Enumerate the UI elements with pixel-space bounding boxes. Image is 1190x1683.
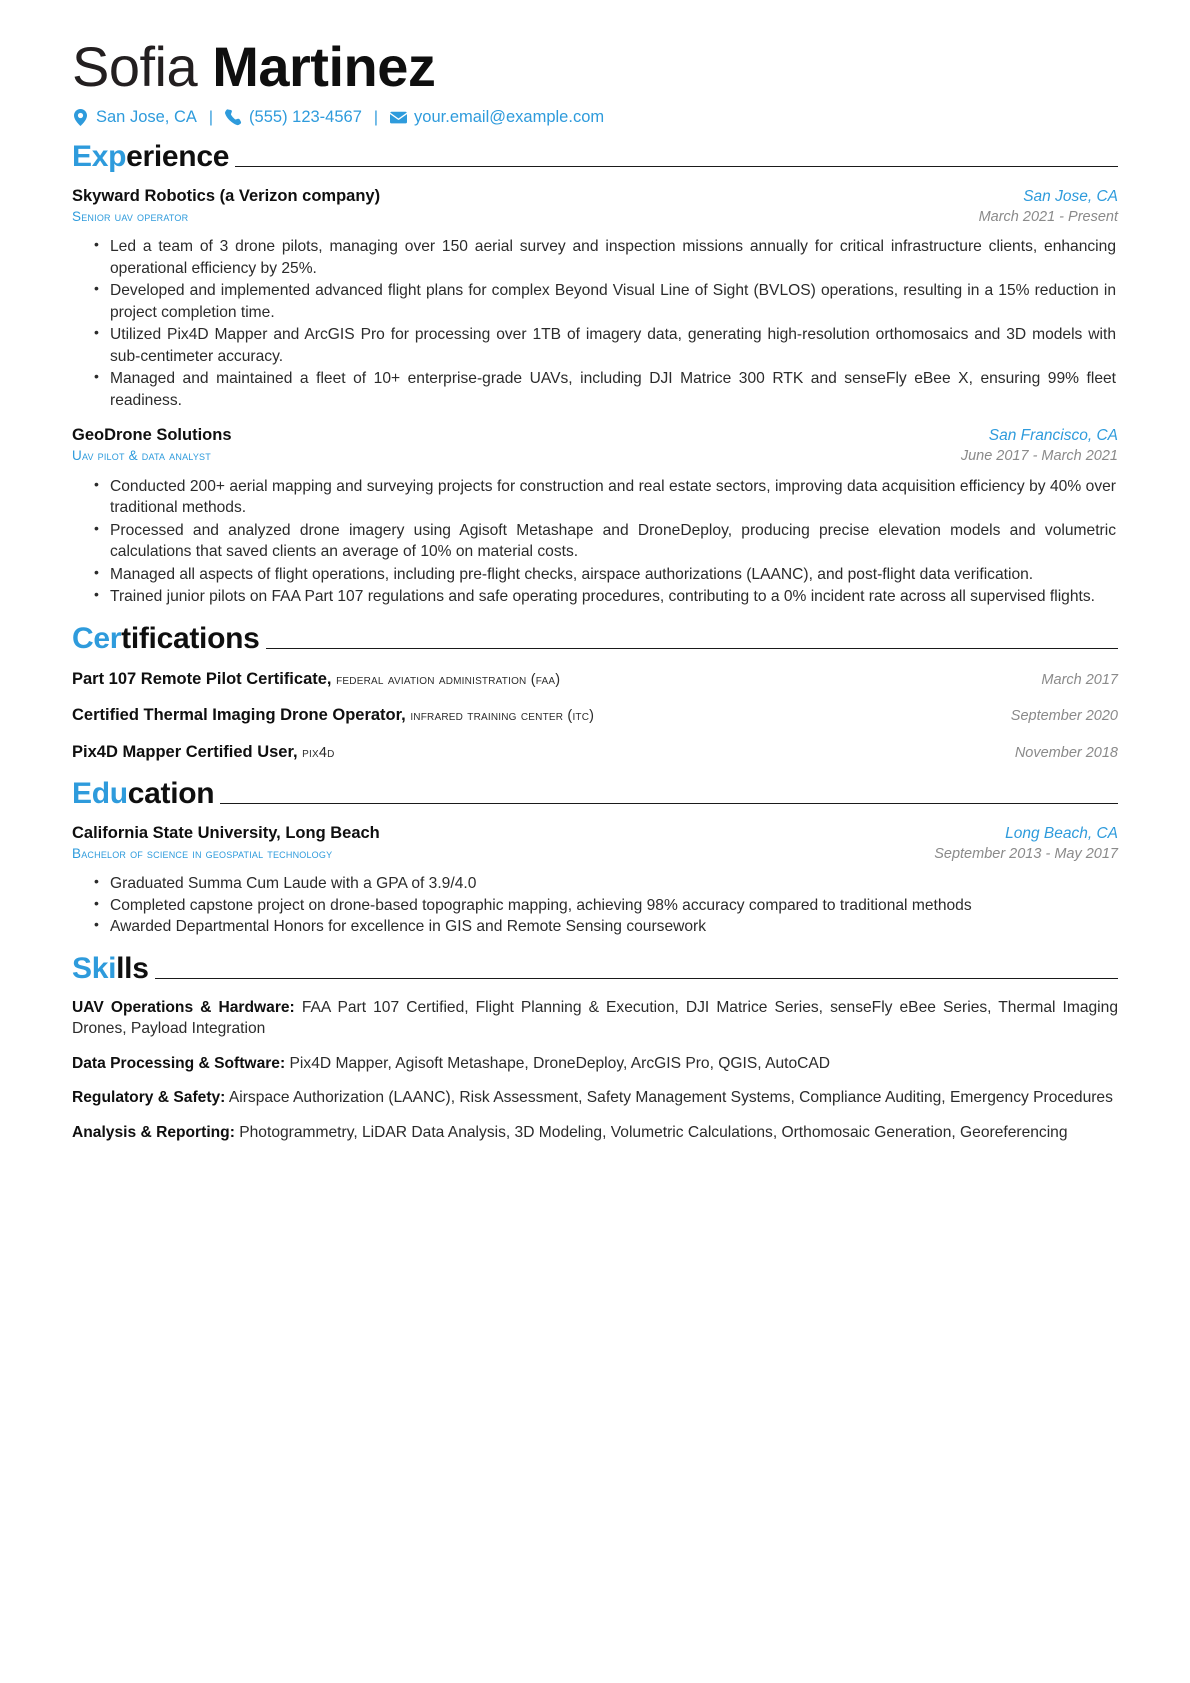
school-location: Long Beach, CA	[1005, 825, 1118, 843]
job-title: Senior uav operator	[72, 208, 189, 224]
education-bullets	[72, 873, 1118, 938]
section-title-rest: lls	[116, 951, 149, 985]
bullet-item: • Trained junior pilots on FAA Part 107 regulations and safe operating procedures, contributing to a 0% incident rate across all supervised flights.	[110, 586, 1118, 608]
employer-name: GeoDrone Solutions	[72, 426, 232, 445]
employer-location: San Jose, CA	[1023, 188, 1118, 206]
bullet-item: • Conducted 200+ aerial mapping and surveying projects for construction and real estate sectors, improving data acquisition efficiency by 40% over traditional methods.	[110, 476, 1118, 519]
contact-line	[72, 109, 1118, 126]
certification-issuer: infrared training center (itc)	[410, 708, 595, 725]
skill-row	[72, 1053, 1118, 1075]
school-name: California State University, Long Beach	[72, 824, 380, 843]
location-pin-icon	[72, 109, 89, 126]
section-rule	[235, 166, 1118, 167]
section-title-rest: cation	[127, 777, 215, 811]
entry-subheader-row	[72, 844, 1118, 865]
contact-location-text: San Jose, CA	[96, 108, 197, 127]
bullet-item: • Managed all aspects of flight operations, including pre-flight checks, airspace authorizations (LAANC), and post-flight data verification.	[110, 564, 1118, 586]
skill-items: Photogrammetry, LiDAR Data Analysis, 3D Modeling, Volumetric Calculations, Orthomosaic Generation, Georeferencing	[239, 1123, 1068, 1141]
skill-items: FAA Part 107 Certified, Flight Planning & Execution, DJI Matrice Series, senseFly eBee Series, Thermal Imaging Drones, Payload Integration	[72, 998, 1118, 1038]
certification-entry	[72, 669, 1118, 690]
experience-bullets	[72, 476, 1118, 608]
section-header-certifications	[72, 621, 1118, 655]
contact-separator-2: |	[373, 108, 379, 126]
candidate-name	[72, 35, 1118, 98]
certification-name-line: Certified Thermal Imaging Drone Operator, infrared training center (itc)	[72, 706, 595, 725]
bullet-item: • Graduated Summa Cum Laude with a GPA of 3.9/4.0	[110, 873, 1118, 895]
contact-phone[interactable]	[225, 109, 362, 126]
entry-header-row	[72, 823, 1118, 844]
section-title-accent: Edu	[72, 777, 128, 811]
certification-date: September 2020	[1010, 708, 1118, 725]
bullet-item: • Processed and analyzed drone imagery using Agisoft Metashape and DroneDeploy, producing precise elevation models and volumetric calculations that saved clients an average of 10% on material costs.	[110, 520, 1118, 563]
skill-category: Analysis & Reporting:	[72, 1123, 235, 1141]
education-dates: September 2013 - May 2017	[934, 845, 1118, 862]
section-experience	[72, 142, 1118, 608]
section-certifications	[72, 621, 1118, 763]
education-entry	[72, 823, 1118, 938]
skill-category: Regulatory & Safety:	[72, 1089, 226, 1107]
certification-date: March 2017	[1041, 671, 1118, 688]
experience-entry	[72, 425, 1118, 607]
first-name: Sofia	[72, 35, 198, 98]
skill-items: Pix4D Mapper, Agisoft Metashape, DroneDeploy, ArcGIS Pro, QGIS, AutoCAD	[289, 1054, 831, 1072]
contact-phone-text: (555) 123-4567	[249, 108, 362, 127]
section-rule	[155, 978, 1118, 979]
skill-row	[72, 1087, 1118, 1109]
section-skills	[72, 951, 1118, 1144]
skill-row	[72, 1122, 1118, 1144]
section-rule	[220, 803, 1118, 804]
entry-subheader-row	[72, 446, 1118, 467]
contact-separator-1: |	[208, 108, 214, 126]
bullet-item: • Completed capstone project on drone-based topographic mapping, achieving 98% accuracy compared to traditional methods	[110, 895, 1118, 917]
certification-name: Certified Thermal Imaging Drone Operator	[72, 706, 402, 725]
experience-bullets	[72, 236, 1118, 411]
entry-header-row	[72, 425, 1118, 446]
certification-issuer: pix4d	[302, 744, 335, 761]
bullet-item: • Utilized Pix4D Mapper and ArcGIS Pro for processing over 1TB of imagery data, generating high-resolution orthomosaics and 3D models with sub-centimeter accuracy.	[110, 324, 1118, 367]
section-title-skills	[72, 951, 149, 985]
section-header-experience	[72, 142, 1118, 172]
job-title: Uav pilot & data analyst	[72, 448, 211, 464]
skill-items: Airspace Authorization (LAANC), Risk Assessment, Safety Management Systems, Compliance Auditing, Emergency Procedures	[228, 1089, 1113, 1107]
employer-location: San Francisco, CA	[988, 427, 1118, 445]
experience-entry	[72, 186, 1118, 411]
job-dates: March 2021 - Present	[978, 208, 1118, 225]
skill-category: UAV Operations & Hardware:	[72, 998, 295, 1016]
entry-header-row	[72, 186, 1118, 207]
certification-name: Pix4D Mapper Certified User	[72, 742, 293, 761]
certification-entry	[72, 705, 1118, 726]
certification-name-line: Part 107 Remote Pilot Certificate, federal aviation administration (faa)	[72, 669, 561, 688]
resume-header	[72, 35, 1118, 127]
skill-row	[72, 997, 1118, 1040]
envelope-icon	[390, 109, 407, 126]
entry-subheader-row	[72, 207, 1118, 228]
employer-name: Skyward Robotics (a Verizon company)	[72, 187, 381, 206]
bullet-item: • Awarded Departmental Honors for excellence in GIS and Remote Sensing coursework	[110, 916, 1118, 938]
bullet-item: • Developed and implemented advanced flight plans for complex Beyond Visual Line of Sight (BVLOS) operations, resulting in a 15% reduction in project completion time.	[110, 280, 1118, 323]
contact-email[interactable]	[390, 109, 604, 126]
certification-name-line: Pix4D Mapper Certified User, pix4d	[72, 742, 335, 761]
section-title-education	[72, 779, 214, 809]
section-title-accent: Ski	[72, 951, 117, 985]
degree-title: Bachelor of science in geospatial technology	[72, 845, 333, 861]
bullet-item: • Led a team of 3 drone pilots, managing over 150 aerial survey and inspection missions annually for critical infrastructure clients, enhancing operational efficiency by 25%.	[110, 236, 1118, 279]
section-education	[72, 779, 1118, 938]
contact-location[interactable]	[72, 109, 197, 126]
last-name: Martinez	[212, 35, 436, 98]
section-title-accent: Cer	[72, 621, 122, 655]
section-title-rest: erience	[126, 140, 230, 174]
section-header-skills	[72, 951, 1118, 985]
section-title-experience	[72, 142, 229, 172]
certification-entry	[72, 742, 1118, 763]
section-title-rest: tifications	[121, 621, 260, 655]
bullet-item: • Managed and maintained a fleet of 10+ enterprise-grade UAVs, including DJI Matrice 300 RTK and senseFly eBee X, ensuring 99% fleet readiness.	[110, 368, 1118, 411]
section-title-accent: Exp	[72, 140, 127, 174]
section-title-certifications	[72, 621, 260, 655]
certification-issuer: federal aviation administration (faa)	[336, 671, 561, 688]
section-header-education	[72, 779, 1118, 809]
section-rule	[266, 648, 1118, 649]
phone-icon	[225, 109, 242, 126]
contact-email-text: your.email@example.com	[414, 108, 605, 127]
certification-date: November 2018	[1014, 744, 1118, 761]
skill-category: Data Processing & Software:	[72, 1054, 286, 1072]
certification-name: Part 107 Remote Pilot Certificate	[72, 669, 327, 688]
job-dates: June 2017 - March 2021	[960, 448, 1118, 465]
